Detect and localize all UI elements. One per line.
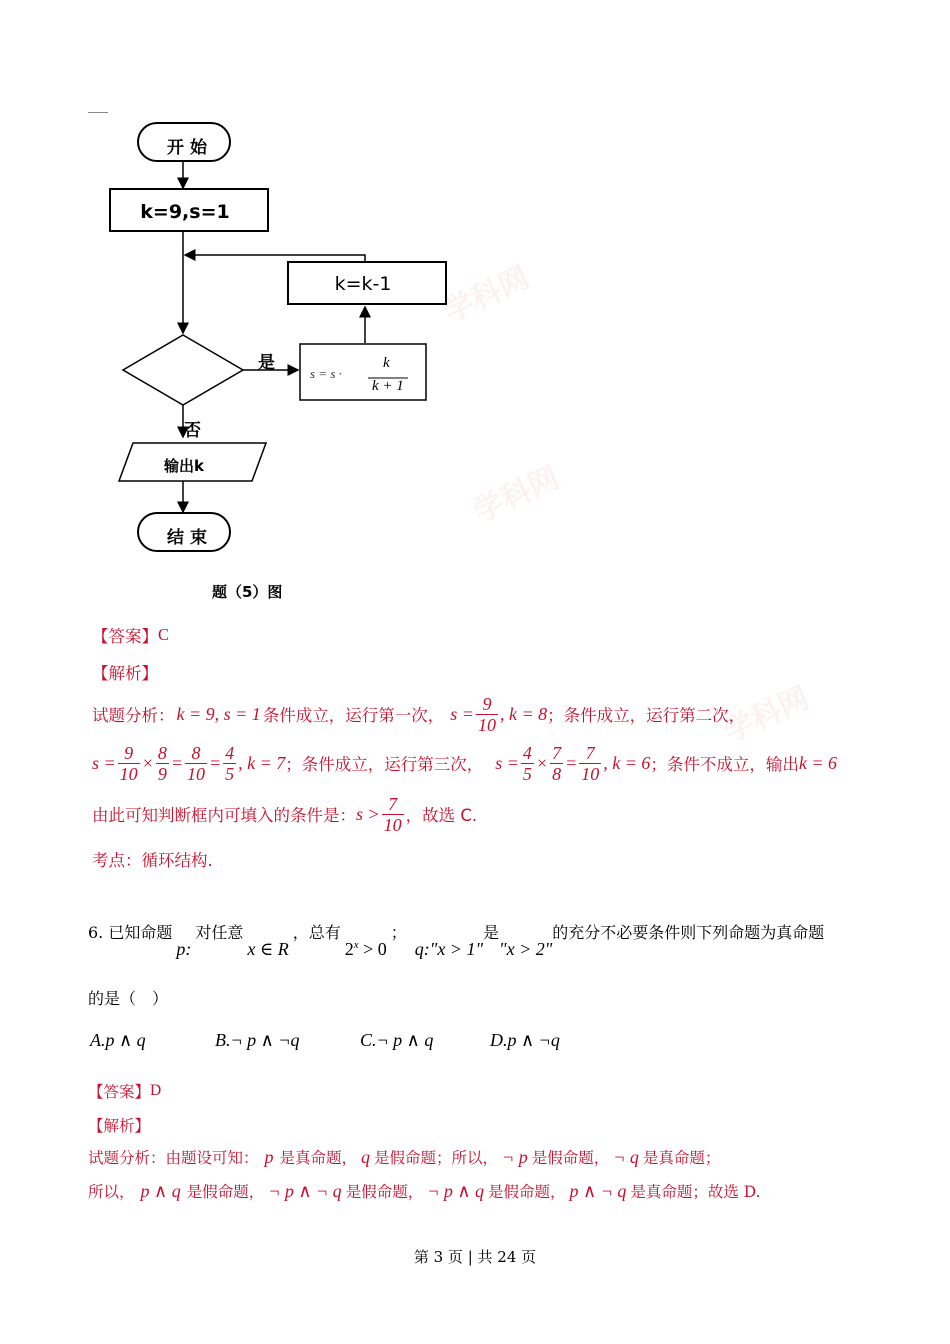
text: 的充分不必要条件则下列命题为真命题	[552, 923, 825, 942]
math: q	[361, 1146, 371, 1167]
math: ¬ p ∧ q	[427, 1180, 485, 1201]
text: 是假命题；所以，	[374, 1149, 499, 1167]
init-label: k=9,s=1	[140, 201, 230, 223]
text: 所以，	[88, 1183, 135, 1201]
math: , k = 8	[499, 703, 548, 724]
start-label: 开 始	[167, 138, 207, 158]
q6-solution-line2	[88, 1180, 761, 1202]
text: 是真命题；故选 D.	[630, 1183, 761, 1201]
output-label: 输出k	[164, 457, 204, 475]
math: ¬ q	[613, 1146, 639, 1167]
text: 6. 已知命题	[88, 923, 173, 942]
q6-option-c: C.¬ p ∧ q	[360, 1030, 434, 1050]
text: > 0	[358, 939, 387, 959]
text: ；条件不成立，输出	[650, 755, 799, 774]
text: 由此可知判断框内可填入的条件是：	[92, 806, 356, 825]
math: x ∈ R	[247, 939, 289, 959]
process-den: k + 1	[372, 378, 404, 394]
text: 试题分析：	[92, 706, 175, 725]
figure-caption: 题（5）图	[212, 583, 283, 601]
fraction: $\frac{7}{8}$	[552, 742, 562, 784]
fraction: $\frac{9}{10}$	[119, 742, 138, 784]
q6-answer	[88, 1080, 161, 1102]
answer-value: D	[150, 1082, 162, 1099]
text: x	[353, 939, 359, 951]
text: 是假命题，	[488, 1183, 566, 1201]
text: ；	[390, 923, 407, 942]
q6-solution-line1	[88, 1146, 720, 1168]
text: 试题分析：由题设可知：	[88, 1149, 259, 1167]
update-label: k=k-1	[334, 273, 392, 295]
q5-analysis-label: 【解析】	[92, 664, 158, 683]
math: s >	[356, 803, 380, 824]
math: :	[185, 939, 192, 959]
text: ；条件成立，运行第三次，	[285, 755, 484, 774]
text: ；条件成立，运行第二次，	[547, 706, 746, 725]
process-lhs: s = s ·	[310, 366, 342, 381]
watermark: 学科网	[438, 260, 535, 331]
text: ，故选 C.	[405, 806, 478, 825]
fraction: $\frac{4}{5}$	[522, 742, 532, 784]
q6-option-a: A.p ∧ q	[90, 1030, 146, 1050]
q6-option-d: D.p ∧ ¬q	[490, 1030, 560, 1050]
watermark: 学科网	[718, 680, 815, 751]
math: ¬ p	[502, 1146, 528, 1167]
math: :"x > 1"	[423, 939, 484, 959]
page-footer: 第 3 页 | 共 24 页	[413, 1248, 537, 1266]
math: p	[176, 939, 186, 959]
equals: =	[170, 752, 183, 773]
fraction: $\frac{8}{9}$	[157, 742, 167, 784]
text: 是真命题，	[279, 1149, 358, 1167]
watermark: 学科网	[468, 460, 565, 531]
math: , k = 7	[238, 752, 286, 773]
math: s =	[450, 703, 474, 724]
flowchart	[100, 115, 450, 565]
text: 是假命题，	[345, 1183, 424, 1201]
q6-analysis-label: 【解析】	[88, 1117, 151, 1135]
text: 条件成立，运行第一次，	[262, 706, 445, 725]
fraction: $\frac{7}{10}$	[383, 793, 402, 835]
no-label: 否	[184, 421, 201, 441]
math: , k = 6	[603, 752, 651, 773]
equals: =	[208, 752, 222, 773]
text: 对任意	[195, 923, 244, 942]
math	[345, 939, 387, 960]
text: 是真命题；	[642, 1149, 721, 1167]
fraction: $\frac{4}{5}$	[225, 742, 235, 784]
fraction: $\frac{9}{10}$	[477, 693, 496, 735]
math: s =	[92, 752, 116, 773]
q5-solution-line2	[92, 741, 837, 785]
q6-stem-line1	[88, 920, 824, 960]
text: 是假命题，	[531, 1149, 610, 1167]
q5-solution-line3	[92, 792, 477, 836]
equals: =	[565, 752, 578, 773]
math: p ∧ q	[140, 1180, 181, 1201]
math: ¬ p ∧ ¬ q	[268, 1180, 342, 1201]
math: p	[264, 1146, 274, 1167]
math: q	[414, 939, 424, 959]
math: s =	[495, 752, 519, 773]
end-label: 结 束	[167, 528, 207, 548]
text: 2	[344, 939, 354, 959]
math: k = 9, s = 1	[176, 703, 261, 724]
q5-answer	[92, 623, 169, 647]
q6-option-b: B.¬ p ∧ ¬q	[215, 1030, 300, 1050]
text: 是假命题，	[186, 1183, 265, 1201]
process-num: k	[383, 355, 390, 371]
decision-diamond	[123, 335, 243, 405]
fraction: $\frac{7}{10}$	[581, 742, 600, 784]
q5-solution-line1	[92, 692, 745, 736]
fraction: $\frac{8}{10}$	[186, 742, 205, 784]
text: ，总有	[292, 923, 341, 942]
q5-point: 考点：循环结构.	[92, 851, 213, 870]
text: 是	[483, 923, 500, 942]
answer-value: C	[158, 625, 170, 644]
math: p ∧ ¬ q	[569, 1180, 627, 1201]
times: ×	[141, 752, 154, 773]
times: ×	[535, 752, 549, 773]
answer-label: 【答案】	[88, 1083, 151, 1101]
yes-label: 是	[258, 353, 275, 373]
answer-label: 【答案】	[92, 627, 158, 646]
math: "x > 2"	[499, 939, 553, 959]
math: k = 6	[798, 752, 838, 773]
q6-stem-line2: 的是（ ）	[88, 989, 169, 1008]
top-dash	[88, 112, 108, 113]
